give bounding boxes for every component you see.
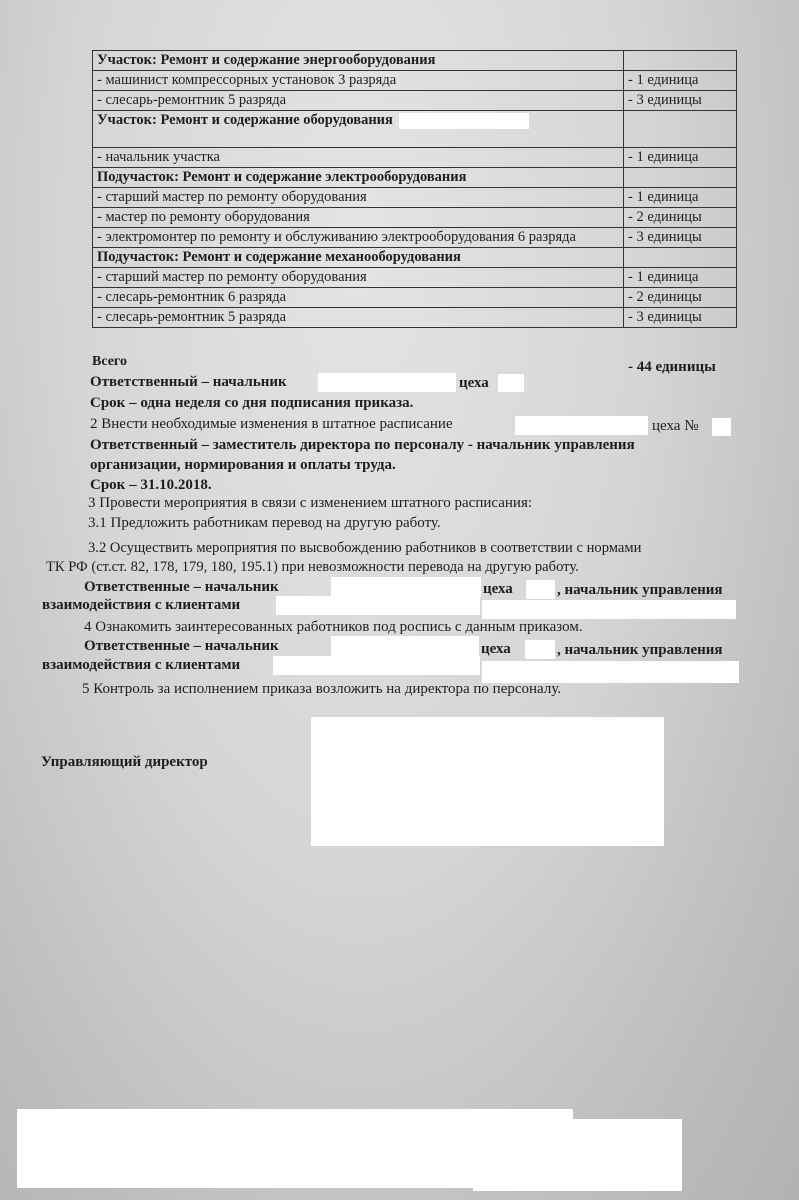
- table-row: [93, 308, 737, 328]
- position-name: - начальник участка: [93, 148, 624, 168]
- deadline-1: Срок – одна неделя со дня подписания приказа.: [90, 395, 414, 411]
- table-row: [93, 91, 737, 111]
- redaction-box: [498, 374, 524, 392]
- table-row: [93, 148, 737, 168]
- position-name: - старший мастер по ремонту оборудования: [93, 268, 624, 288]
- signature-redaction: [311, 717, 664, 846]
- redaction-box: [276, 596, 480, 615]
- position-name: - слесарь-ремонтник 5 разряда: [93, 308, 624, 328]
- table-section-row: [93, 111, 737, 148]
- deadline-2: Срок – 31.10.2018.: [90, 477, 212, 493]
- table-row: [93, 268, 737, 288]
- position-quantity: - 2 единицы: [624, 208, 737, 228]
- responsible-3-line-2: взаимодействия с клиентами: [42, 597, 241, 613]
- responsible-2-line-1: Ответственный – заместитель директора по персоналу - начальник управления: [90, 437, 635, 453]
- position-quantity: [624, 51, 737, 71]
- position-quantity: - 1 единица: [624, 148, 737, 168]
- table-row: [93, 288, 737, 308]
- responsible-3-shop: цеха: [483, 581, 513, 597]
- responsible-1-label: Ответственный – начальник: [90, 374, 287, 390]
- section-title: Участок: Ремонт и содержание энергооборудования: [93, 51, 624, 71]
- position-name: - мастер по ремонту оборудования: [93, 208, 624, 228]
- redaction-box: [526, 580, 555, 599]
- table-row: [93, 188, 737, 208]
- item-5: 5 Контроль за исполнением приказа возложить на директора по персоналу.: [82, 681, 562, 697]
- redaction-box: [515, 416, 648, 435]
- redaction-box: [399, 113, 529, 129]
- position-quantity: [624, 111, 737, 148]
- table-section-row: [93, 51, 737, 71]
- redaction-box: [482, 661, 739, 683]
- position-name: - машинист компрессорных установок 3 разряда: [93, 71, 624, 91]
- table-row: [93, 228, 737, 248]
- responsible-3-label: Ответственные – начальник: [84, 579, 279, 595]
- item-3-2-line-1: 3.2 Осуществить мероприятия по высвобождению работников в соответствии с нормами: [88, 540, 642, 556]
- redaction-box: [712, 418, 731, 436]
- redaction-box: [525, 640, 555, 659]
- position-name: - электромонтер по ремонту и обслуживанию электрооборудования 6 разряда: [93, 228, 624, 248]
- position-quantity: - 2 единицы: [624, 288, 737, 308]
- total-label: Всего: [92, 354, 127, 369]
- position-quantity: - 3 единицы: [624, 91, 737, 111]
- item-3-1: 3.1 Предложить работникам перевод на другую работу.: [88, 515, 441, 531]
- table-section-row: [93, 168, 737, 188]
- item-2-text: 2 Внести необходимые изменения в штатное расписание: [90, 416, 453, 432]
- item-2-shop: цеха №: [652, 418, 699, 434]
- redaction-box: [482, 600, 736, 619]
- responsible-1-shop: цеха: [459, 375, 489, 391]
- section-title: Подучасток: Ремонт и содержание механооборудования: [93, 248, 624, 268]
- section-title: Участок: Ремонт и содержание оборудования: [93, 111, 624, 148]
- item-3-2-line-2: ТК РФ (ст.ст. 82, 178, 179, 180, 195.1) при невозможности перевода на другую работу.: [46, 559, 579, 575]
- staff-table: [92, 50, 737, 328]
- position-name: - слесарь-ремонтник 6 разряда: [93, 288, 624, 308]
- position-quantity: - 1 единица: [624, 268, 737, 288]
- responsible-2-line-2: организации, нормирования и оплаты труда.: [90, 457, 396, 473]
- position-name: - слесарь-ремонтник 5 разряда: [93, 91, 624, 111]
- table-section-row: [93, 248, 737, 268]
- responsible-3-tail: , начальник управления: [557, 582, 723, 598]
- position-name: - старший мастер по ремонту оборудования: [93, 188, 624, 208]
- position-quantity: - 3 единицы: [624, 228, 737, 248]
- footer-redaction: [473, 1119, 682, 1191]
- responsible-4-tail: , начальник управления: [557, 642, 723, 658]
- item-4: 4 Ознакомить заинтересованных работников под роспись с данным приказом.: [84, 619, 583, 635]
- position-quantity: - 1 единица: [624, 188, 737, 208]
- responsible-4-shop: цеха: [481, 641, 511, 657]
- total-value: - 44 единицы: [628, 359, 716, 375]
- responsible-4-label: Ответственные – начальник: [84, 638, 279, 654]
- position-quantity: [624, 248, 737, 268]
- position-quantity: - 3 единицы: [624, 308, 737, 328]
- table-row: [93, 208, 737, 228]
- signature-title: Управляющий директор: [41, 754, 208, 770]
- redaction-box: [331, 577, 481, 597]
- position-quantity: - 1 единица: [624, 71, 737, 91]
- responsible-4-line-2: взаимодействия с клиентами: [42, 657, 241, 673]
- item-3: 3 Провести мероприятия в связи с изменением штатного расписания:: [88, 495, 533, 511]
- redaction-box: [331, 636, 479, 656]
- redaction-box: [273, 656, 480, 675]
- table-row: [93, 71, 737, 91]
- position-quantity: [624, 168, 737, 188]
- redaction-box: [318, 373, 456, 392]
- section-title: Подучасток: Ремонт и содержание электрооборудования: [93, 168, 624, 188]
